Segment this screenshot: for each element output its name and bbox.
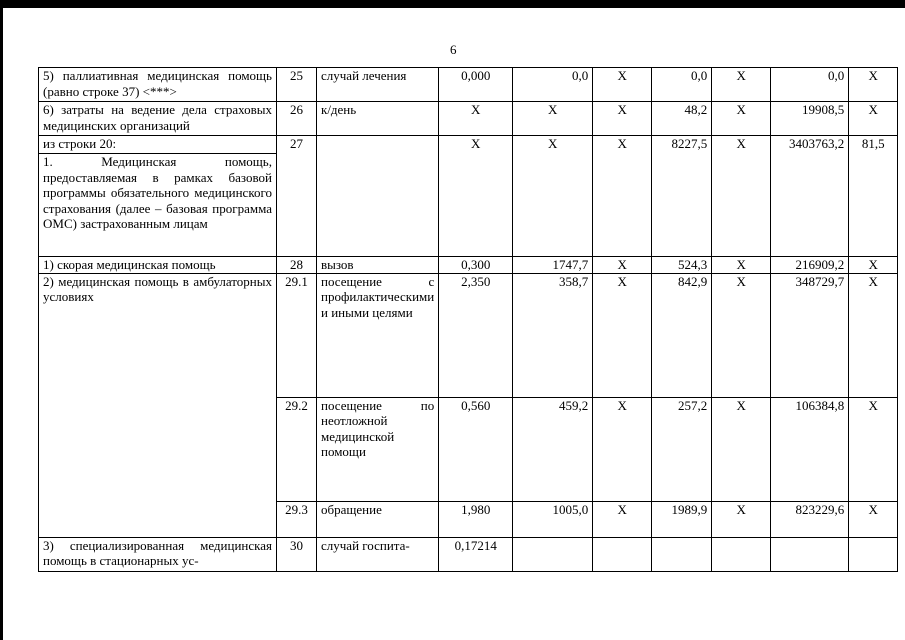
row-norm: 0,560 [439,397,513,501]
row-per-capita [652,537,712,571]
row-line-number: 28 [277,257,317,274]
row-total-cost: 19908,5 [771,102,849,136]
row-share: 81,5 [849,136,898,257]
row-cell: X [593,397,652,501]
row-description: 5) паллиативная медицинская помощь (равно строке 37) <***> [39,68,277,102]
row-cost-per-unit: 358,7 [513,273,593,397]
row-total-cost: 3403763,2 [771,136,849,257]
row-description: 1. Медицинская помощь, предоставляемая в рамках базовой программы обязательного медицинского страхования (далее – базовая программа ОМС) застрахованным лицам [39,154,277,257]
row-norm: 1,980 [439,501,513,537]
row-share [849,537,898,571]
scan-border-top [0,0,905,8]
row-share: X [849,501,898,537]
row-cost-per-unit: X [513,102,593,136]
row-norm: 0,17214 [439,537,513,571]
row-per-capita: 257,2 [652,397,712,501]
row-total-cost: 106384,8 [771,397,849,501]
row-norm: 0,300 [439,257,513,274]
row-share: X [849,273,898,397]
scan-border-left [0,0,3,640]
row-cell: X [593,501,652,537]
row-cell: X [712,68,771,102]
row-cell: X [712,397,771,501]
table-row [39,537,898,571]
row-unit: вызов [317,257,439,274]
row-cell [712,537,771,571]
row-total-cost: 823229,6 [771,501,849,537]
row-description: 3) специализированная медицинская помощь в стационарных ус- [39,537,277,571]
row-cell [593,537,652,571]
page-number: 6 [450,42,457,57]
row-norm: X [439,136,513,257]
row-cell: X [593,136,652,257]
row-cost-per-unit: 459,2 [513,397,593,501]
row-cost-per-unit [513,537,593,571]
row-description: 2) медицинская помощь в амбулаторных условиях [39,273,277,537]
table-row [39,257,898,274]
tariff-table [38,67,898,572]
row-share: X [849,102,898,136]
row-line-number: 25 [277,68,317,102]
row-cell: X [593,257,652,274]
row-line-number: 26 [277,102,317,136]
table-row [39,136,898,154]
row-total-cost [771,537,849,571]
row-unit: к/день [317,102,439,136]
row-per-capita: 48,2 [652,102,712,136]
row-cell: X [712,273,771,397]
row-unit: посещение по неотложной медицинской помощи [317,397,439,501]
row-share: X [849,397,898,501]
row-norm: X [439,102,513,136]
table-row [39,68,898,102]
row-total-cost: 0,0 [771,68,849,102]
row-cost-per-unit: 1005,0 [513,501,593,537]
row-line-number: 29.3 [277,501,317,537]
row-cell: X [593,68,652,102]
row-share: X [849,257,898,274]
row-unit: случай лечения [317,68,439,102]
row-cell: X [712,136,771,257]
row-total-cost: 348729,7 [771,273,849,397]
row-line-number: 29.1 [277,273,317,397]
row-per-capita: 1989,9 [652,501,712,537]
row-cost-per-unit: 0,0 [513,68,593,102]
row-share: X [849,68,898,102]
row-per-capita: 842,9 [652,273,712,397]
table-row [39,102,898,136]
row-norm: 2,350 [439,273,513,397]
row-unit: посещение с профилактическими и иными целями [317,273,439,397]
row-description: 6) затраты на ведение дела страховых медицинских организаций [39,102,277,136]
row-per-capita: 0,0 [652,68,712,102]
row-description-heading: из строки 20: [39,136,277,154]
row-unit: обращение [317,501,439,537]
row-norm: 0,000 [439,68,513,102]
row-cell: X [593,102,652,136]
table-row [39,273,898,397]
row-cell: X [593,273,652,397]
row-line-number: 30 [277,537,317,571]
row-cell: X [712,257,771,274]
row-unit [317,136,439,257]
row-per-capita: 524,3 [652,257,712,274]
row-cell: X [712,102,771,136]
row-total-cost: 216909,2 [771,257,849,274]
row-line-number: 27 [277,136,317,257]
row-cost-per-unit: 1747,7 [513,257,593,274]
row-cell: X [712,501,771,537]
row-unit: случай госпита- [317,537,439,571]
row-line-number: 29.2 [277,397,317,501]
row-description: 1) скорая медицинская помощь [39,257,277,274]
row-per-capita: 8227,5 [652,136,712,257]
row-cost-per-unit: X [513,136,593,257]
